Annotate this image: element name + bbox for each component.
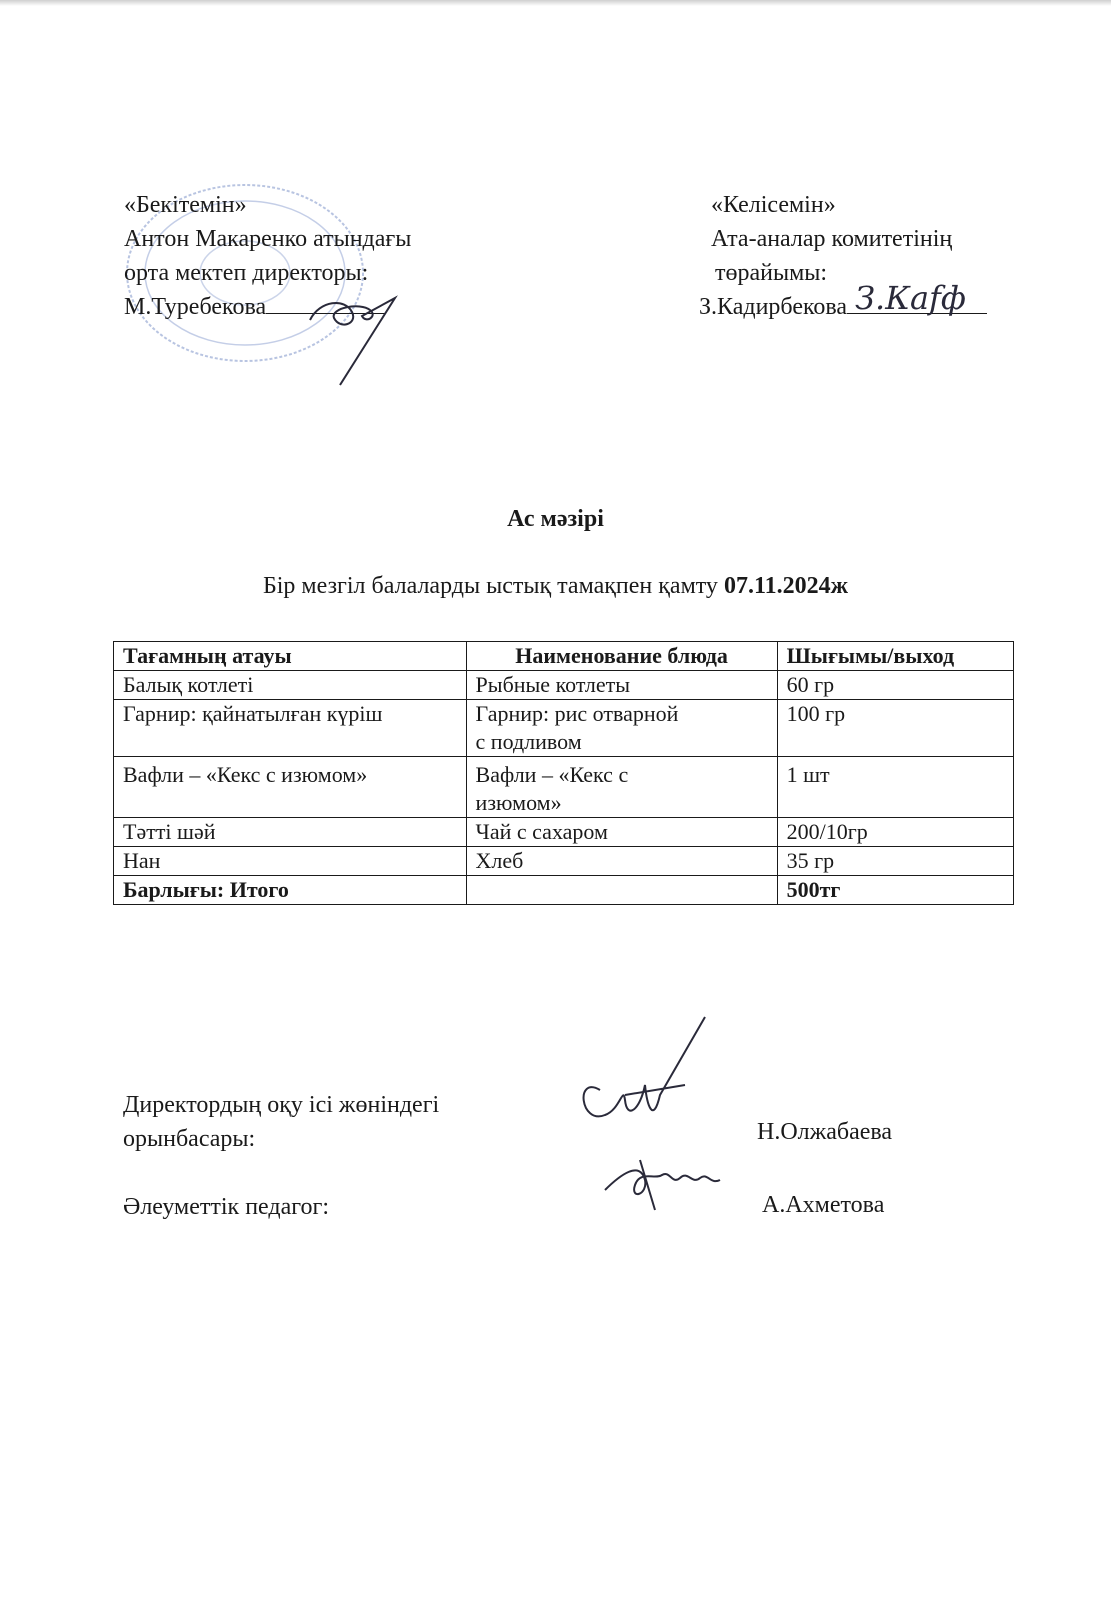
page-title: Ас мәзірі: [507, 506, 604, 532]
approval-line-2: орта мектеп директоры:: [124, 260, 369, 286]
approval-label: «Бекітемін»: [124, 192, 247, 218]
deputy-title-line-1: Директордың оқу ісі жөніндегі: [123, 1092, 440, 1118]
page-subtitle: [0, 573, 1111, 600]
deputy-name: Н.Олжабаева: [757, 1119, 893, 1145]
dish-kazakh: Нан: [114, 847, 467, 876]
table-row: [114, 700, 1014, 757]
header-kazakh-name: Тағамның атауы: [114, 642, 467, 671]
dish-russian: Вафли – «Кекс с изюмом»: [466, 757, 777, 818]
total-empty: [466, 876, 777, 905]
header-yield: Шығымы/выход: [777, 642, 1013, 671]
dish-kazakh: Вафли – «Кекс с изюмом»: [114, 757, 467, 818]
approval-line-1: Антон Макаренко атындағы: [124, 226, 412, 252]
dish-yield: 35 гр: [777, 847, 1013, 876]
approval-signature-line: [266, 291, 386, 314]
total-label: Барлығы: Итого: [114, 876, 467, 905]
table-header-row: [114, 642, 1014, 671]
table-row: [114, 757, 1014, 818]
dish-russian: Хлеб: [466, 847, 777, 876]
table-total-row: [114, 876, 1014, 905]
deputy-signature: [565, 1015, 735, 1145]
page-edge: [0, 0, 1111, 6]
agreement-label: «Келісемін»: [711, 192, 836, 218]
deputy-title-line-2: орынбасары:: [123, 1126, 256, 1152]
subtitle-text: Бір мезгіл балаларды ыстық тамақпен қамту: [262, 573, 718, 599]
agreement-block: [699, 188, 1091, 324]
approval-block: [124, 188, 544, 324]
social-signature: [600, 1140, 730, 1215]
dish-kazakh: Гарнир: қайнатылған күріш: [114, 700, 467, 757]
dish-yield: 100 гр: [777, 700, 1013, 757]
agreement-line-1: Ата-аналар комитетінің: [711, 226, 953, 252]
agreement-name: З.Кадирбекова: [699, 294, 848, 320]
table-row: [114, 818, 1014, 847]
social-title: Әлеуметтік педагог:: [123, 1194, 329, 1220]
table-row: [114, 847, 1014, 876]
dish-yield: 200/10гр: [777, 818, 1013, 847]
agreement-line-2: төрайымы:: [715, 260, 828, 286]
dish-russian: Чай с сахаром: [466, 818, 777, 847]
approval-name: М.Туребекова: [124, 294, 267, 320]
agreement-signature: З.Каfф: [855, 279, 966, 317]
social-name: А.Ахметова: [762, 1192, 885, 1218]
header-russian-name: Наименование блюда: [466, 642, 777, 671]
dish-kazakh: Балық котлеті: [114, 671, 467, 700]
dish-yield: 1 шт: [777, 757, 1013, 818]
dish-russian: Гарнир: рис отварной с подливом: [466, 700, 777, 757]
deputy-title: [123, 1088, 543, 1156]
dish-yield: 60 гр: [777, 671, 1013, 700]
menu-date: 07.11.2024ж: [723, 573, 849, 599]
table-row: [114, 671, 1014, 700]
total-price: 500тг: [777, 876, 1013, 905]
menu-table: [113, 641, 1014, 905]
dish-kazakh: Тәтті шәй: [114, 818, 467, 847]
dish-russian: Рыбные котлеты: [466, 671, 777, 700]
